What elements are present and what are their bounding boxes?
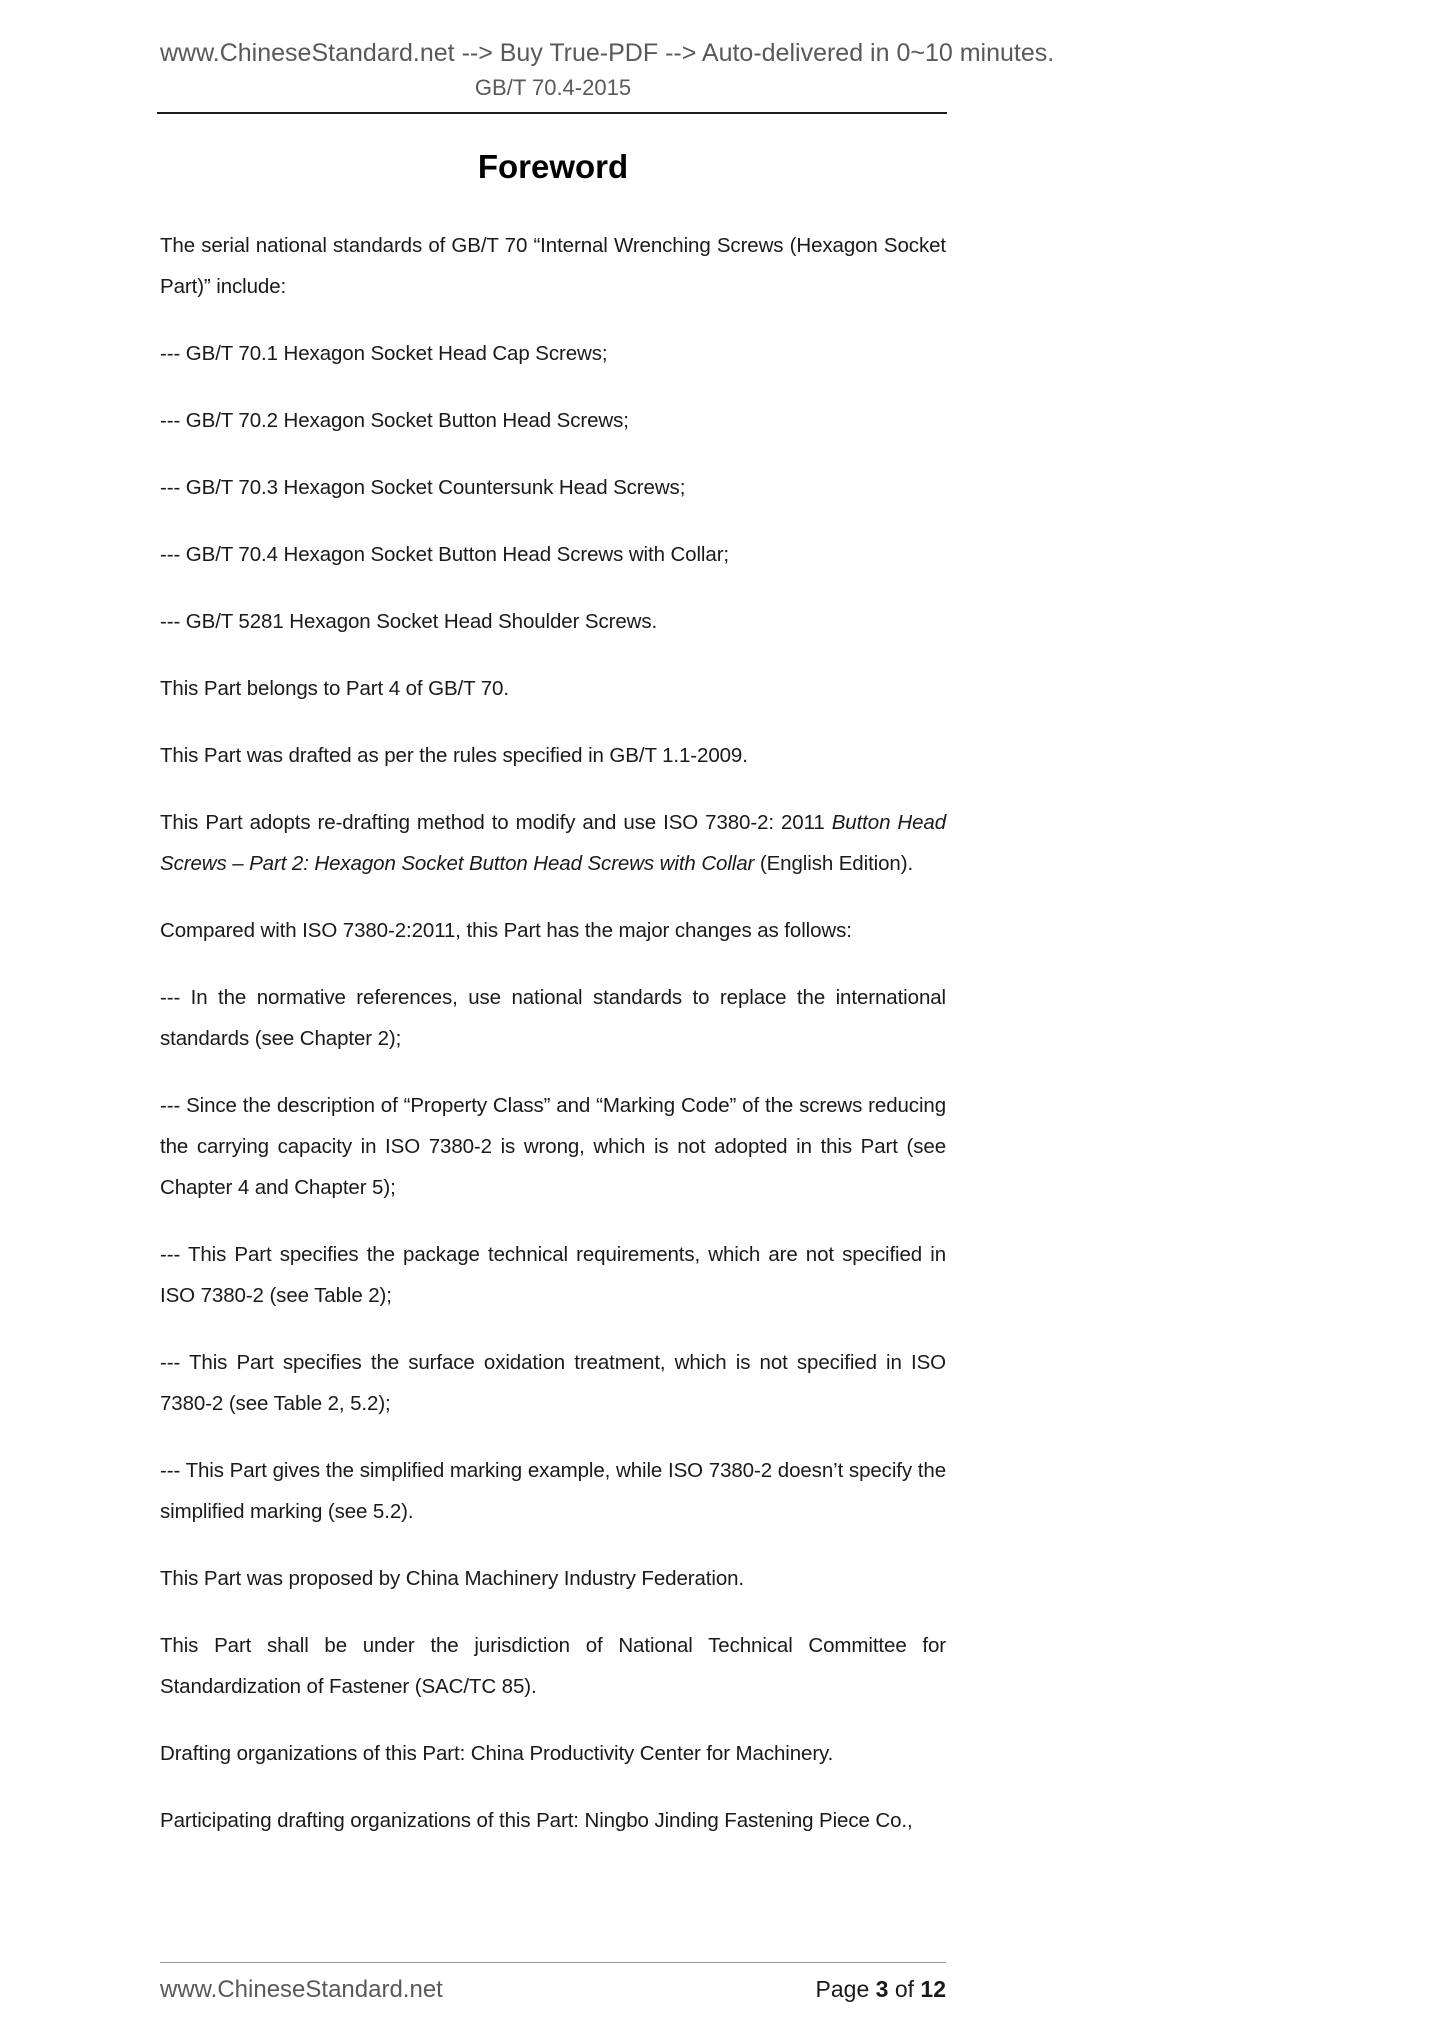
paragraph-drafting-organizations: Drafting organizations of this Part: China Productivity Center for Machinery. — [160, 1741, 834, 1765]
change-item-surface-oxidation: --- This Part specifies the surface oxidation treatment, which is not specified in ISO 7380-2 (see Table 2, 5.2); — [160, 1350, 946, 1415]
change-item-normative-references: --- In the normative references, use national standards to replace the international standards (see Chapter 2); — [160, 985, 946, 1050]
change-item-simplified-marking: --- This Part gives the simplified marking example, while ISO 7380-2 doesn’t specify the simplified marking (see 5.2). — [160, 1458, 946, 1523]
paragraph-participating-organizations: Participating drafting organizations of this Part: Ningbo Jinding Fastening Piece Co., — [160, 1808, 913, 1832]
document-code: GB/T 70.4-2015 — [474, 75, 632, 101]
page-indicator — [816, 1976, 946, 2003]
footer-row — [160, 1976, 946, 2004]
total-pages: 12 — [920, 1976, 946, 2002]
list-item-gbt-70-4: --- GB/T 70.4 Hexagon Socket Button Head Screws with Collar; — [160, 542, 730, 566]
page-header — [0, 0, 1445, 114]
foreword-title: Foreword — [477, 147, 629, 185]
list-item-gbt-70-3: --- GB/T 70.3 Hexagon Socket Countersunk Head Screws; — [160, 475, 686, 499]
page-footer — [160, 1962, 946, 2004]
paragraph-changes-intro: Compared with ISO 7380-2:2011, this Part has the major changes as follows: — [160, 918, 852, 942]
page-word: Page — [815, 1976, 876, 2002]
intro-paragraph: The serial national standards of GB/T 70 “Internal Wrenching Screws (Hexagon Socket Part)” include: — [160, 233, 946, 298]
paragraph-proposed-by: This Part was proposed by China Machinery Industry Federation. — [160, 1566, 745, 1590]
italic-standard-title: Button Head Screws – Part 2: Hexagon Socket Button Head Screws with Collar — [160, 810, 946, 875]
change-item-package-requirements: --- This Part specifies the package technical requirements, which are not specified in ISO 7380-2 (see Table 2); — [160, 1242, 946, 1307]
footer-divider — [160, 1962, 946, 1963]
page-number: 3 — [875, 1976, 889, 2002]
list-item-gbt-70-1: --- GB/T 70.1 Hexagon Socket Head Cap Screws; — [160, 341, 608, 365]
document-body — [160, 147, 946, 1841]
footer-site-text: www.ChineseStandard.net — [160, 1976, 443, 2003]
header-promo-text: www.ChineseStandard.net --> Buy True-PDF --> Auto-delivered in 0~10 minutes. — [160, 39, 1055, 67]
paragraph-iso-adoption — [160, 802, 946, 884]
change-item-property-class: --- Since the description of “Property Class” and “Marking Code” of the screws reducing the carrying capacity in ISO 7380-2 is wrong, which is not adopted in this Part (see Chapter 4 and Chapter 5); — [160, 1093, 946, 1199]
of-word: of — [888, 1976, 921, 2002]
text-run: This Part adopts re-drafting method to modify and use ISO 7380-2: 2011 — [160, 810, 832, 834]
list-item-gbt-5281: --- GB/T 5281 Hexagon Socket Head Shoulder Screws. — [160, 609, 658, 633]
paragraph-jurisdiction: This Part shall be under the jurisdiction of National Technical Committee for Standardization of Fastener (SAC/TC 85). — [160, 1633, 946, 1698]
text-run: (English Edition). — [754, 851, 914, 875]
paragraph-drafting-rules: This Part was drafted as per the rules specified in GB/T 1.1-2009. — [160, 743, 748, 767]
paragraph-part-belongs: This Part belongs to Part 4 of GB/T 70. — [160, 676, 509, 700]
list-item-gbt-70-2: --- GB/T 70.2 Hexagon Socket Button Head Screws; — [160, 408, 629, 432]
header-divider — [157, 112, 947, 114]
